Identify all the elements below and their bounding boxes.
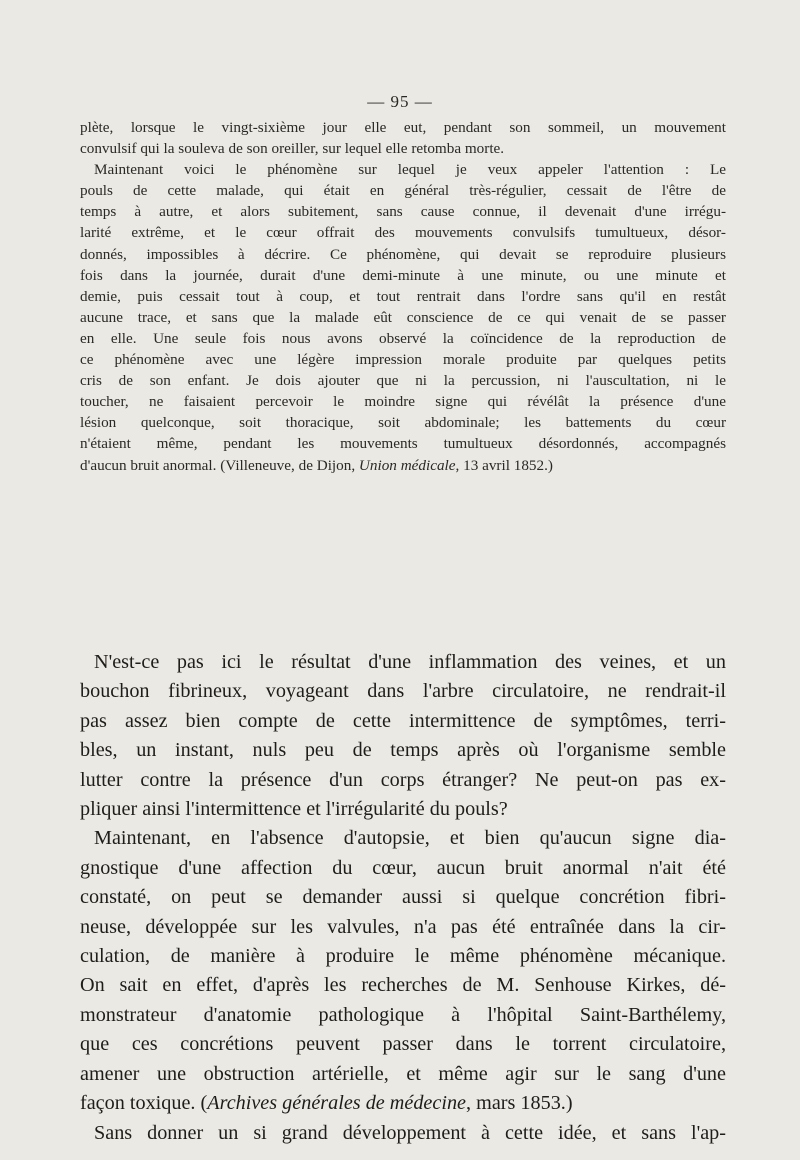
quote-paragraph-2	[80, 159, 726, 475]
text-line: lutter contre la présence d'un corps étranger? Ne peut-on pas ex-	[80, 768, 726, 791]
body-paragraph-3	[80, 1119, 726, 1148]
text-line: demie, puis cessait tout à coup, et tout rentrait dans l'ordre sans qu'il en restât	[80, 287, 726, 305]
main-text	[80, 648, 726, 1148]
text-line: ce phénomène avec une légère impression morale produite par quelques petits	[80, 351, 726, 369]
text-line: N'est-ce pas ici le résultat d'une inflammation des veines, et un	[94, 651, 726, 673]
quoted-observation	[80, 117, 726, 476]
text-line: fois dans la journée, durait d'une demi-minute à une minute, ou une minute et	[80, 266, 726, 284]
text-line: n'étaient même, pendant les mouvements tumultueux désordonnés, accompagnés	[80, 435, 726, 453]
text-line: bouchon fibrineux, voyageant dans l'arbre circulatoire, ne rendrait-il	[80, 680, 726, 703]
text-line: pouls de cette malade, qui était en général très-régulier, cessait de l'être de	[80, 182, 726, 200]
text-line: convulsif qui la souleva de son oreiller, sur lequel elle retomba morte.	[80, 140, 505, 158]
citation-prefix: façon toxique. (	[80, 1092, 208, 1115]
text-line: que ces concrétions peuvent passer dans le torrent circulatoire,	[80, 1033, 726, 1056]
citation-suffix: , 13 avril 1852.)	[455, 456, 553, 474]
text-line: constaté, on peut se demander aussi si quelque concrétion fibri-	[80, 886, 726, 909]
citation-line	[80, 1089, 726, 1118]
text-line: larité extrême, et le cœur offrait des mouvements convulsifs tumultueux, désor-	[80, 224, 726, 242]
text-line: en elle. Une seule fois nous avons observé la coïncidence de la reproduction de	[80, 329, 726, 347]
text-line: aucune trace, et sans que la malade eût conscience de ce qui venait de se passer	[80, 308, 726, 326]
text-line: gnostique d'une affection du cœur, aucun bruit anormal n'ait été	[80, 856, 726, 879]
citation-line	[80, 455, 726, 476]
text-line: Maintenant, en l'absence d'autopsie, et bien qu'aucun signe dia-	[94, 827, 726, 850]
page-number: — 95 —	[367, 92, 433, 111]
body-paragraph-2	[80, 824, 726, 1118]
text-line: amener une obstruction artérielle, et même agir sur le sang d'une	[80, 1062, 726, 1085]
text-line: bles, un instant, nuls peu de temps après où l'organisme semble	[80, 739, 726, 762]
text-line: pliquer ainsi l'intermittence et l'irrégularité du pouls?	[80, 798, 508, 821]
text-line: Maintenant voici le phénomène sur lequel je veux appeler l'attention : Le	[94, 161, 726, 179]
citation-suffix: , mars 1853.)	[466, 1092, 573, 1115]
text-line: cris de son enfant. Je dois ajouter que ni la percussion, ni l'auscultation, ni le	[80, 372, 726, 390]
text-line: culation, de manière à produire le même phénomène mécanique.	[80, 945, 726, 968]
text-line: lésion quelconque, soit thoracique, soit abdominale; les battements du cœur	[80, 414, 726, 432]
text-line: On sait en effet, d'après les recherches de M. Senhouse Kirkes, dé-	[80, 974, 726, 997]
text-line: pas assez bien compte de cette intermittence de symptômes, terri-	[80, 709, 726, 732]
text-line: plète, lorsque le vingt-sixième jour elle eut, pendant son sommeil, un mouvement	[80, 119, 726, 136]
journal-title: Union médicale	[358, 456, 456, 474]
citation-prefix: d'aucun bruit anormal. (Villeneuve, de Dijon,	[80, 456, 359, 474]
body-paragraph-1	[80, 648, 726, 824]
text-line: toucher, ne faisaient percevoir le moindre signe qui révélât la présence d'une	[80, 393, 726, 411]
text-line: monstrateur d'anatomie pathologique à l'hôpital Saint-Barthélemy,	[80, 1003, 726, 1026]
quote-paragraph-1	[80, 117, 726, 159]
journal-title: Archives générales de médecine	[207, 1092, 467, 1115]
text-line: Sans donner un si grand développement à cette idée, et sans l'ap-	[94, 1121, 726, 1144]
text-line: donnés, impossibles à décrire. Ce phénomène, qui devait se reproduire plusieurs	[80, 245, 726, 263]
text-line: temps à autre, et alors subitement, sans cause connue, il devenait d'une irrégu-	[80, 203, 726, 221]
text-line: neuse, développée sur les valvules, n'a pas été entraînée dans la cir-	[80, 915, 726, 938]
